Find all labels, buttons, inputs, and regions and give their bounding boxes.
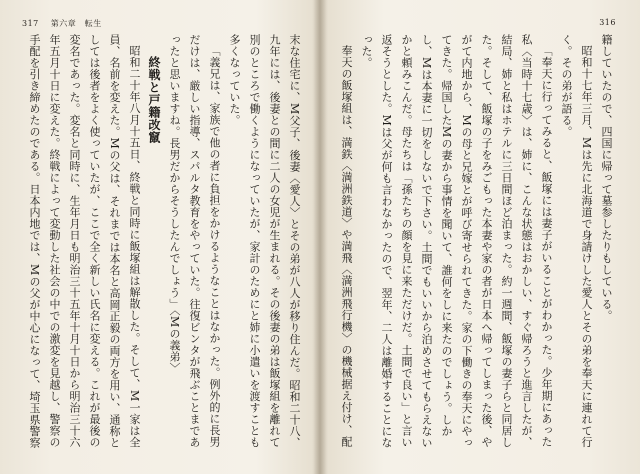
left-page-text — [24, 34, 304, 454]
right-page-header — [599, 18, 616, 27]
right-page-number: 316 — [599, 18, 616, 27]
paragraph: 末な住宅に、M父子、後妻〈愛人〉とその弟が八人が移り住んだ。昭和二十八、九年には、後妻との間に二人の女児が生まれる。その後妻の弟は飯塚組を離れて別のところで働くようになっていたが、家計のためにと姉に小遣いを渡すことも多くなっていた。 — [228, 34, 301, 449]
chapter-title: 第六章 転生 — [50, 19, 102, 28]
left-page-number: 317 — [22, 19, 39, 28]
paragraph: 籍していたので、四国に帰って墓参したりもしている。 — [600, 34, 613, 322]
left-page-header — [22, 18, 102, 29]
paragraph: 昭和十七年三月、Mは先に北海道で身請けした愛人とその弟を奉天に連れて行く。その弟が語る。 — [560, 34, 593, 448]
quote-paragraph: 「義兄は、家族で他の者に負担をかけるようなことはなかった。例外的に長男だけは、厳しい指導、スパルタ教育をやっていた。往復ビンタが飛ぶことまであったと思いますね。長男だからそうしたんでしょう」〈Mの義弟〉 — [168, 34, 221, 448]
paragraph: 「奉天に行ってみると、飯塚には妻子がいることがわかった。少年期にあった私〈当時十七歳〉は、姉に、こんな状態はおかしい、すぐ帰ろうと進言したが、結局、姉と私はホテルに三日間ほど泊まった。約一週間、飯塚の妻子らと同居した。そして、飯塚の子をみごもった本妻や家の者が日本へ帰ってしまった後、やがて内地から、Mの母と兄嫁とが呼び寄せられてきた。家の下働きの奉天にやってきた。帰国したMの妻から事情を聞いて、誰何をしに来たのでしょう。しかし、Mは本妻に一切をしないで下さい。土間でもいいから泊めさせてもらえないかと頼みこんだ。母たちは「孫たちの顔を見に来ただけだ。土間で良い」と言い返そうとした。Mは父が何も言わなかったので、翌年、二人は離婚することになった。 — [360, 34, 553, 449]
book-gutter — [312, 0, 328, 474]
paragraph: 昭和二十年八月十五日、終戦と同時に飯塚組は解散した。そして、M一家は全員、名前を変えた。Mの父は、それまでは本名と高岡正毅の両方を用い、通称としては後者をよく使っていたが、ここで全く新しい氏名に変える。これが最後の変名であった。変名と同時に、生年月日も明治三十五年十月十日から明治三十六年五月十日に変えた。終戦によって変動した社会の中での激変を見越し、警察の手配を引き締めたのである。日本内地では、Mの父が中心になって、埼玉県警察 — [28, 34, 141, 449]
paragraph: 奉天の飯塚組は、満鉄〈満洲鉄道〉や満飛〈満洲飛行機〉の機械据え付け、配 — [340, 45, 353, 448]
section-heading: 終戦と戸籍改竄 — [147, 56, 161, 144]
right-page-text — [334, 34, 616, 454]
